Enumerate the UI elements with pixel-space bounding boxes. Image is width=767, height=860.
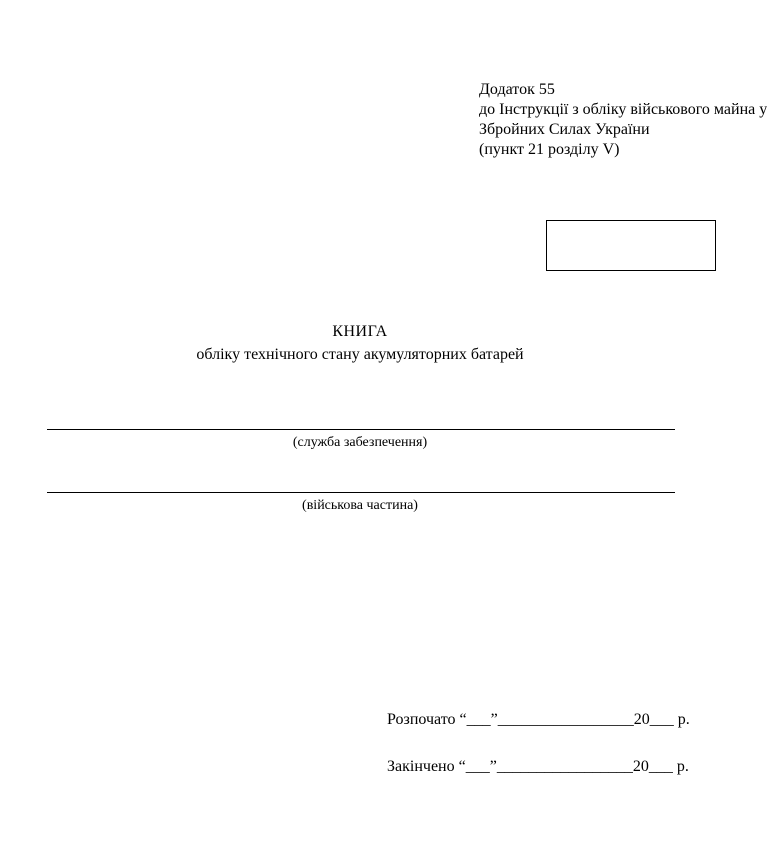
annex-armed-forces: Збройних Силах України bbox=[479, 121, 650, 138]
start-date-line: Розпочато “___”_________________20___ р. bbox=[387, 711, 690, 728]
service-fill-line[interactable] bbox=[47, 429, 675, 430]
military-unit-caption: (військова частина) bbox=[302, 498, 418, 513]
document-subtitle: обліку технічного стану акумуляторних батарей bbox=[196, 346, 524, 363]
annex-number: Додаток 55 bbox=[479, 81, 555, 98]
document-title: КНИГА bbox=[332, 323, 388, 340]
registration-stamp-box bbox=[546, 220, 716, 271]
end-date-line: Закінчено “___”_________________20___ р. bbox=[387, 758, 689, 775]
service-caption: (служба забезпечення) bbox=[292, 435, 428, 450]
annex-clause-ref: (пункт 21 розділу V) bbox=[479, 141, 620, 158]
annex-block bbox=[479, 80, 767, 160]
military-unit-fill-line[interactable] bbox=[47, 492, 675, 493]
annex-instruction-ref: до Інструкції з обліку військового майна у bbox=[479, 101, 767, 118]
